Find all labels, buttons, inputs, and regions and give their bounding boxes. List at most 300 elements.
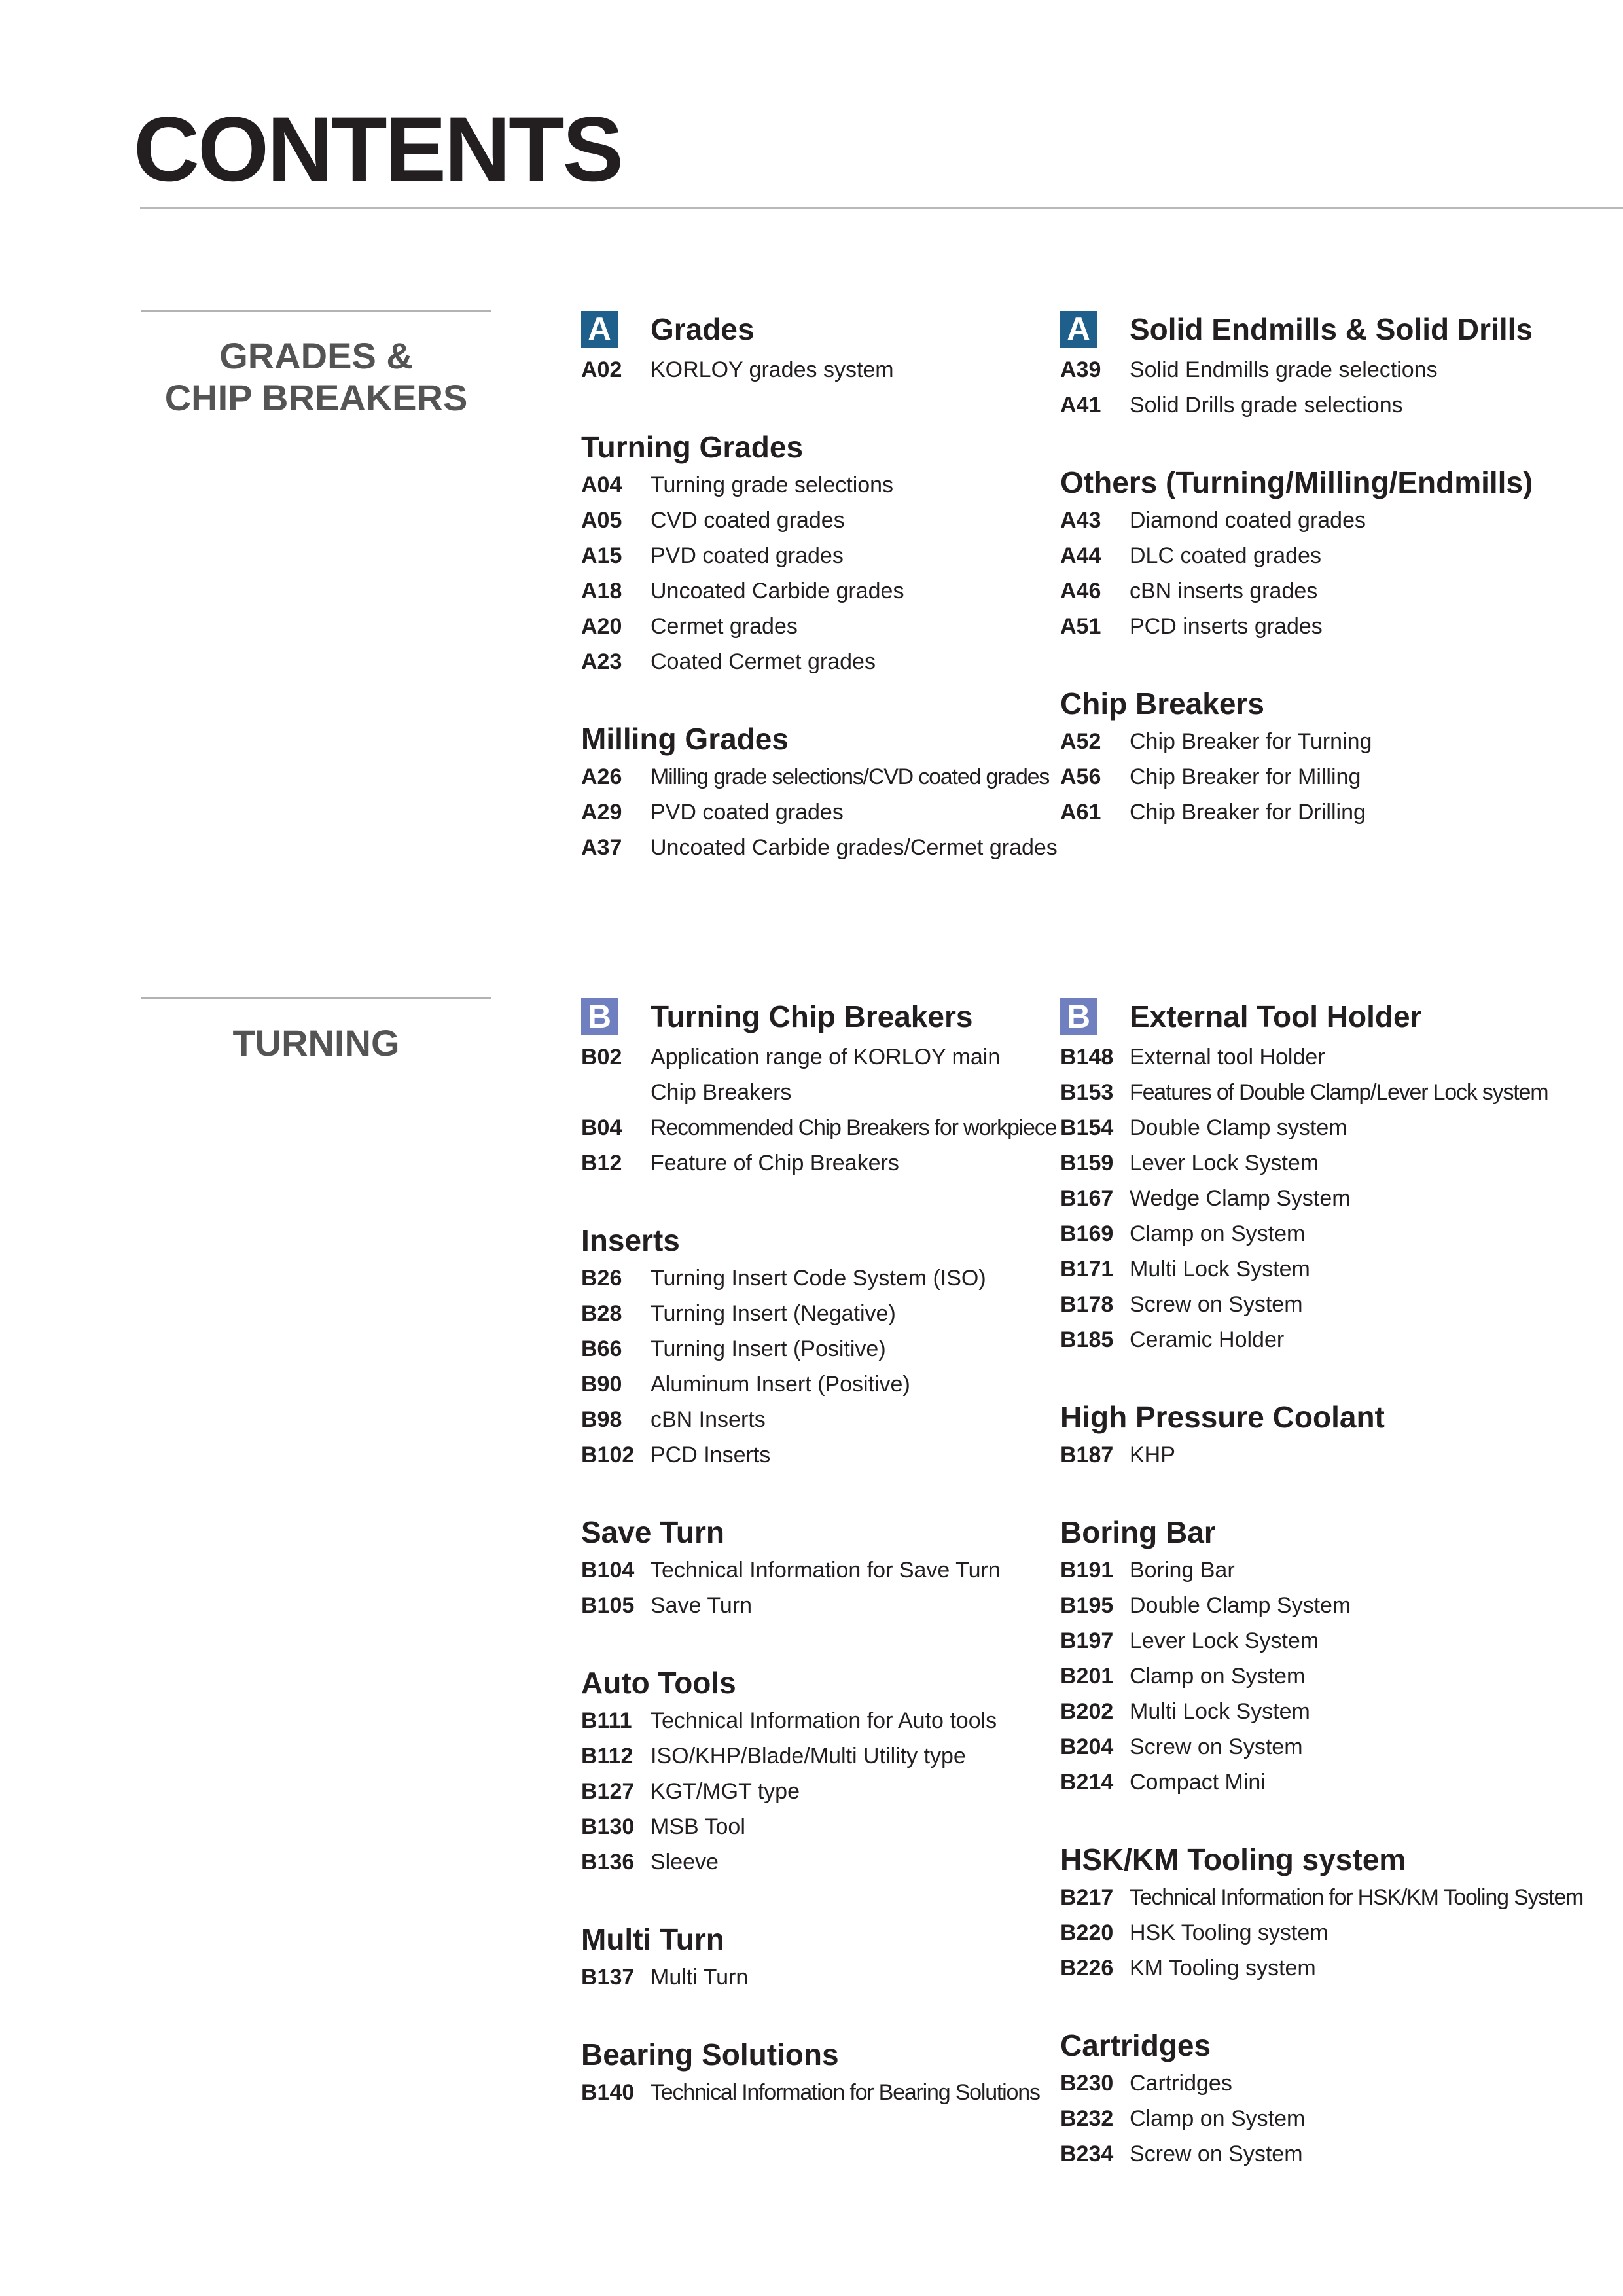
- toc-entry[interactable]: [581, 1809, 1039, 1844]
- toc-group-heading: [1060, 1398, 1584, 1436]
- section-label-line: CHIP BREAKERS: [164, 377, 468, 418]
- page-code: A56: [1060, 764, 1101, 789]
- toc-group: [1060, 463, 1584, 644]
- chapter-badge: B: [581, 998, 618, 1035]
- toc-entry[interactable]: [581, 573, 1039, 609]
- entry-description: [651, 1261, 986, 1296]
- toc-group-heading: [581, 720, 1039, 758]
- toc-group-heading: [581, 997, 1039, 1035]
- entry-text: Multi Lock System: [1130, 1257, 1310, 1282]
- toc-entry[interactable]: [581, 1437, 1039, 1473]
- toc-entry[interactable]: [581, 1039, 1039, 1110]
- toc-group-title: Boring Bar: [1060, 1515, 1216, 1549]
- toc-group: [581, 428, 1039, 679]
- section-label-turning: [141, 997, 491, 1064]
- page-code: B102: [581, 1443, 635, 1467]
- toc-group-heading: [581, 1513, 1039, 1551]
- page-code: A20: [581, 614, 622, 639]
- page-code: A29: [581, 800, 622, 825]
- section-divider: [141, 310, 491, 312]
- entry-text: Feature of Chip Breakers: [651, 1151, 899, 1175]
- entry-text: MSB Tool: [651, 1814, 745, 1839]
- toc-entry[interactable]: [581, 1844, 1039, 1880]
- entry-description: [1130, 352, 1438, 387]
- toc-group: [1060, 1513, 1584, 1800]
- entry-description: [651, 1738, 966, 1774]
- entry-description: [1130, 1915, 1329, 1950]
- entry-text: Technical Information for Bearing Solutions: [651, 2080, 1040, 2105]
- page-code: B12: [581, 1151, 622, 1175]
- entry-description: [651, 538, 844, 573]
- section-label-line: TURNING: [232, 1022, 400, 1064]
- toc-entry[interactable]: [581, 1331, 1039, 1367]
- entry-description: [1130, 538, 1321, 573]
- entry-text: Turning grade selections: [651, 473, 894, 497]
- page-code: B90: [581, 1372, 622, 1397]
- entry-text: PCD Inserts: [651, 1443, 771, 1467]
- entry-text: Screw on System: [1130, 1734, 1303, 1759]
- toc-group: [581, 997, 1057, 1181]
- entry-text: Double Clamp system: [1130, 1115, 1347, 1140]
- toc-entry[interactable]: [581, 644, 1039, 679]
- entry-description: [651, 1703, 997, 1738]
- toc-column: [581, 310, 1058, 906]
- entry-text: Technical Information for Auto tools: [651, 1708, 997, 1733]
- toc-entry[interactable]: [581, 1402, 1039, 1437]
- toc-group-heading: [1060, 310, 1584, 348]
- chapter-badge: B: [1060, 998, 1097, 1035]
- page-code: A15: [581, 543, 622, 568]
- page-code: B98: [581, 1407, 622, 1432]
- toc-group-title: Inserts: [581, 1223, 680, 1257]
- entry-description: [651, 1402, 766, 1437]
- page-code: B112: [581, 1744, 633, 1768]
- page-code: B171: [1060, 1257, 1114, 1282]
- toc-entry[interactable]: [581, 1261, 1039, 1296]
- entry-text: Uncoated Carbide grades: [651, 579, 904, 603]
- page-code: B201: [1060, 1664, 1114, 1689]
- toc-entry[interactable]: [1060, 1110, 1584, 1145]
- entry-text: Ceramic Holder: [1130, 1327, 1285, 1352]
- page-code: B178: [1060, 1292, 1114, 1317]
- entry-text: Chip Breaker for Drilling: [1130, 800, 1366, 825]
- entry-text: KHP: [1130, 1443, 1175, 1467]
- page-code: B04: [581, 1115, 622, 1140]
- entry-text: Turning Insert Code System (ISO): [651, 1266, 986, 1291]
- entry-text: Multi Turn: [651, 1965, 749, 1990]
- page-code: B140: [581, 2080, 635, 2105]
- toc-group-heading: [1060, 997, 1584, 1035]
- entry-text: Sleeve: [651, 1850, 719, 1874]
- toc-column: [581, 997, 1057, 2151]
- entry-description: [651, 609, 798, 644]
- toc-group: [1060, 310, 1584, 423]
- page-code: B232: [1060, 2106, 1114, 2131]
- toc-entry[interactable]: [1060, 1729, 1584, 1765]
- chapter-badge: A: [581, 311, 618, 348]
- section-label-line: GRADES &: [219, 335, 413, 376]
- toc-group-title: Grades: [651, 312, 755, 346]
- toc-entry[interactable]: [1060, 1552, 1584, 1588]
- entry-text: Screw on System: [1130, 2142, 1303, 2166]
- page-code: A41: [1060, 393, 1101, 418]
- toc-entry[interactable]: [1060, 573, 1584, 609]
- toc-entry[interactable]: [581, 1296, 1039, 1331]
- toc-group: [581, 310, 1039, 387]
- page-code: A18: [581, 579, 622, 603]
- toc-entry[interactable]: [1060, 387, 1584, 423]
- page-code: B127: [581, 1779, 635, 1804]
- toc-entry[interactable]: [581, 1110, 1057, 1145]
- toc-entry[interactable]: [581, 1738, 1039, 1774]
- toc-entry[interactable]: [581, 1588, 1039, 1623]
- page-code: B104: [581, 1558, 635, 1583]
- section-label-grades-chip-breakers: [141, 310, 491, 419]
- toc-entry[interactable]: [1060, 2066, 1584, 2101]
- entry-description: [1130, 1437, 1175, 1473]
- entry-description: [651, 1145, 899, 1181]
- page-code: B220: [1060, 1920, 1114, 1945]
- entry-description: [651, 352, 894, 387]
- title-divider: [140, 207, 1623, 209]
- entry-description: [651, 1110, 1056, 1145]
- entry-text: Solid Endmills grade selections: [1130, 357, 1438, 382]
- page-code: A37: [581, 835, 622, 860]
- toc-entry[interactable]: [581, 1145, 1039, 1181]
- page-code: A43: [1060, 508, 1101, 533]
- toc-group-title: Milling Grades: [581, 722, 789, 756]
- entry-text: Turning Insert (Positive): [651, 1336, 886, 1361]
- page-code: B202: [1060, 1699, 1114, 1724]
- entry-description: [651, 1809, 745, 1844]
- toc-group: [1060, 2026, 1584, 2172]
- toc-entry[interactable]: [1060, 1039, 1584, 1075]
- entry-text: Diamond coated grades: [1130, 508, 1366, 533]
- toc-group-title: Bearing Solutions: [581, 2037, 839, 2072]
- page-code: B105: [581, 1593, 635, 1618]
- toc-entry[interactable]: [1060, 1659, 1584, 1694]
- toc-entry[interactable]: [1060, 1287, 1584, 1322]
- page-code: A44: [1060, 543, 1101, 568]
- entry-text: cBN inserts grades: [1130, 579, 1318, 603]
- entry-description: [651, 1588, 752, 1623]
- page-code: B28: [581, 1301, 622, 1326]
- entry-text: CVD coated grades: [651, 508, 845, 533]
- entry-description: [651, 503, 845, 538]
- entry-text: Uncoated Carbide grades/Cermet grades: [651, 835, 1058, 860]
- page-code: A51: [1060, 614, 1101, 639]
- toc-entry[interactable]: [1060, 724, 1584, 759]
- toc-entry[interactable]: [1060, 795, 1584, 830]
- toc-entry[interactable]: [1060, 1623, 1584, 1659]
- entry-text: HSK Tooling system: [1130, 1920, 1329, 1945]
- toc-entry[interactable]: [581, 538, 1039, 573]
- entry-description: [1130, 1552, 1235, 1588]
- toc-group: [1060, 685, 1584, 830]
- toc-group-title: Chip Breakers: [1060, 687, 1264, 721]
- page-code: B154: [1060, 1115, 1114, 1140]
- entry-description: [1130, 1216, 1305, 1251]
- page-code: B153: [1060, 1080, 1114, 1105]
- entry-description: [1130, 1623, 1319, 1659]
- entry-description: [1130, 795, 1366, 830]
- entry-description: [1130, 573, 1317, 609]
- page-code: B195: [1060, 1593, 1114, 1618]
- entry-description: [1130, 609, 1323, 644]
- entry-text: Chip Breaker for Turning: [1130, 729, 1372, 754]
- toc-entry[interactable]: [1060, 1075, 1584, 1110]
- page-code: A05: [581, 508, 622, 533]
- entry-description: [1130, 503, 1366, 538]
- entry-description: [651, 1437, 770, 1473]
- entry-text: Save Turn: [651, 1593, 752, 1618]
- entry-description: [651, 573, 904, 609]
- page-code: B204: [1060, 1734, 1114, 1759]
- page-code: B234: [1060, 2142, 1114, 2166]
- entry-text: Turning Insert (Negative): [651, 1301, 896, 1326]
- toc-group-heading: [1060, 1840, 1584, 1878]
- toc-entry[interactable]: [1060, 759, 1584, 795]
- entry-text: KORLOY grades system: [651, 357, 894, 382]
- page-code: B197: [1060, 1628, 1114, 1653]
- page-code: A23: [581, 649, 622, 674]
- page-code: B137: [581, 1965, 635, 1990]
- toc-group: [581, 1513, 1039, 1623]
- toc-entry[interactable]: [1060, 1765, 1584, 1800]
- toc-entry[interactable]: [1060, 1880, 1584, 1915]
- page-code: B230: [1060, 2071, 1114, 2096]
- page-code: B167: [1060, 1186, 1114, 1211]
- entry-text: Lever Lock System: [1130, 1628, 1319, 1653]
- toc-group: [581, 1920, 1039, 1995]
- entry-description: [1130, 1765, 1266, 1800]
- page-code: B217: [1060, 1885, 1114, 1910]
- page-code: A52: [1060, 729, 1101, 754]
- toc-group-title: Turning Grades: [581, 430, 804, 464]
- entry-text: Double Clamp System: [1130, 1593, 1351, 1618]
- toc-entry[interactable]: [581, 830, 1058, 865]
- entry-text: Boring Bar: [1130, 1558, 1235, 1583]
- toc-entry[interactable]: [1060, 2101, 1584, 2136]
- entry-text: Multi Lock System: [1130, 1699, 1310, 1724]
- entry-text: Coated Cermet grades: [651, 649, 876, 674]
- entry-description: [1130, 1110, 1347, 1145]
- page-code: B226: [1060, 1956, 1114, 1981]
- entry-description: [1130, 724, 1372, 759]
- toc-group-heading: [1060, 2026, 1584, 2064]
- entry-text: cBN Inserts: [651, 1407, 766, 1432]
- toc-entry[interactable]: [1060, 1251, 1584, 1287]
- entry-description: [1130, 2136, 1303, 2172]
- entry-description: [1130, 1588, 1351, 1623]
- toc-entry[interactable]: [1060, 1588, 1584, 1623]
- entry-text: Features of Double Clamp/Lever Lock system: [1130, 1080, 1548, 1105]
- entry-description: [651, 1039, 1000, 1110]
- toc-entry[interactable]: [1060, 1437, 1584, 1473]
- toc-group-heading: [1060, 685, 1584, 723]
- page-code: B111: [581, 1708, 632, 1733]
- toc-group: [581, 1664, 1039, 1880]
- page-code: B187: [1060, 1443, 1114, 1467]
- toc-entry[interactable]: [581, 352, 1039, 387]
- toc-group-title: Solid Endmills & Solid Drills: [1130, 312, 1533, 346]
- page-code: B02: [581, 1045, 622, 1069]
- toc-group: [1060, 1840, 1584, 1986]
- entry-description: [651, 1960, 748, 1995]
- page-code: B185: [1060, 1327, 1114, 1352]
- entry-text: KM Tooling system: [1130, 1956, 1316, 1981]
- entry-text-continued: Chip Breakers: [651, 1080, 792, 1105]
- toc-column: [1060, 997, 1584, 2212]
- entry-description: [1130, 1659, 1305, 1694]
- entry-description: [651, 644, 876, 679]
- toc-entry[interactable]: [1060, 352, 1584, 387]
- toc-entry[interactable]: [1060, 1145, 1584, 1181]
- page-code: A26: [581, 764, 622, 789]
- toc-entry[interactable]: [581, 467, 1039, 503]
- toc-entry[interactable]: [581, 609, 1039, 644]
- entry-description: [1130, 387, 1403, 423]
- toc-entry[interactable]: [1060, 1216, 1584, 1251]
- toc-entry[interactable]: [1060, 538, 1584, 573]
- entry-text: Application range of KORLOY main: [651, 1045, 1001, 1069]
- entry-text: PCD inserts grades: [1130, 614, 1323, 639]
- page-code: B169: [1060, 1221, 1114, 1246]
- toc-entry[interactable]: [581, 2075, 1039, 2110]
- entry-description: [1130, 1181, 1351, 1216]
- toc-entry[interactable]: [581, 503, 1039, 538]
- toc-entry[interactable]: [1060, 2136, 1584, 2172]
- page-title: CONTENTS: [134, 98, 622, 200]
- toc-group-title: Save Turn: [581, 1515, 724, 1549]
- entry-description: [1130, 1880, 1583, 1915]
- toc-entry[interactable]: [1060, 503, 1584, 538]
- entry-text: Clamp on System: [1130, 2106, 1306, 2131]
- entry-description: [1130, 1694, 1310, 1729]
- chapter-badge: A: [1060, 311, 1097, 348]
- page-code: B191: [1060, 1558, 1114, 1583]
- entry-text: External tool Holder: [1130, 1045, 1325, 1069]
- page-code: B159: [1060, 1151, 1114, 1175]
- page-code: A61: [1060, 800, 1101, 825]
- page-code: B130: [581, 1814, 635, 1839]
- toc-group-title: Cartridges: [1060, 2028, 1211, 2062]
- entry-text: ISO/KHP/Blade/Multi Utility type: [651, 1744, 966, 1768]
- entry-description: [1130, 1287, 1303, 1322]
- entry-description: [1130, 1039, 1325, 1075]
- section-divider: [141, 997, 491, 999]
- toc-group: [581, 720, 1058, 865]
- toc-group-title: Turning Chip Breakers: [651, 999, 973, 1033]
- entry-text: Compact Mini: [1130, 1770, 1266, 1795]
- toc-entry[interactable]: [581, 1367, 1039, 1402]
- entry-description: [651, 1296, 896, 1331]
- page-code: B136: [581, 1850, 635, 1874]
- entry-description: [1130, 1251, 1310, 1287]
- toc-group-title: Auto Tools: [581, 1666, 736, 1700]
- entry-text: Recommended Chip Breakers for workpiece: [651, 1115, 1057, 1140]
- toc-entry[interactable]: [581, 1960, 1039, 1995]
- entry-text: Clamp on System: [1130, 1221, 1306, 1246]
- entry-description: [1130, 759, 1361, 795]
- entry-text: Technical Information for Save Turn: [651, 1558, 1001, 1583]
- toc-group-heading: [1060, 1513, 1584, 1551]
- toc-entry[interactable]: [1060, 1181, 1584, 1216]
- toc-entry[interactable]: [581, 759, 1050, 795]
- toc-entry[interactable]: [581, 1552, 1039, 1588]
- entry-description: [1130, 1950, 1316, 1986]
- toc-group: [581, 2036, 1039, 2110]
- toc-group-title: HSK/KM Tooling system: [1060, 1842, 1406, 1876]
- toc-group-heading: [581, 1920, 1039, 1958]
- page-code: B26: [581, 1266, 622, 1291]
- toc-entry[interactable]: [1060, 609, 1584, 644]
- toc-group-heading: [581, 2036, 1039, 2073]
- entry-text: Wedge Clamp System: [1130, 1186, 1351, 1211]
- toc-group-heading: [581, 1664, 1039, 1702]
- entry-description: [651, 759, 1049, 795]
- entry-text: Aluminum Insert (Positive): [651, 1372, 910, 1397]
- entry-text: PVD coated grades: [651, 800, 844, 825]
- page-code: B66: [581, 1336, 622, 1361]
- entry-description: [1130, 2066, 1232, 2101]
- toc-group-heading: [581, 1221, 1039, 1259]
- toc-entry[interactable]: [1060, 1322, 1584, 1357]
- toc-group-heading: [581, 428, 1039, 466]
- toc-entry[interactable]: [1060, 1915, 1584, 1950]
- entry-description: [651, 830, 1058, 865]
- toc-entry[interactable]: [1060, 1950, 1584, 1986]
- entry-description: [1130, 1729, 1303, 1765]
- entry-description: [651, 2075, 1040, 2110]
- entry-text: Solid Drills grade selections: [1130, 393, 1403, 418]
- toc-entry[interactable]: [1060, 1694, 1584, 1729]
- entry-text: Lever Lock System: [1130, 1151, 1319, 1175]
- entry-text: Clamp on System: [1130, 1664, 1306, 1689]
- entry-description: [1130, 1145, 1319, 1181]
- toc-entry[interactable]: [581, 1774, 1039, 1809]
- entry-text: PVD coated grades: [651, 543, 844, 568]
- page-code: B214: [1060, 1770, 1114, 1795]
- toc-group-title: External Tool Holder: [1130, 999, 1422, 1033]
- entry-text: Milling grade selections/CVD coated grades: [651, 764, 1050, 789]
- page-code: B148: [1060, 1045, 1114, 1069]
- entry-description: [651, 1331, 886, 1367]
- entry-description: [651, 1367, 910, 1402]
- toc-group-title: Multi Turn: [581, 1922, 724, 1956]
- page-code: A46: [1060, 579, 1101, 603]
- entry-text: KGT/MGT type: [651, 1779, 800, 1804]
- toc-group-title: Others (Turning/Milling/Endmills): [1060, 465, 1533, 499]
- entry-description: [651, 1552, 1001, 1588]
- entry-text: Chip Breaker for Milling: [1130, 764, 1361, 789]
- entry-description: [651, 467, 893, 503]
- toc-entry[interactable]: [581, 1703, 1039, 1738]
- toc-group-title: High Pressure Coolant: [1060, 1400, 1385, 1434]
- entry-text: Cermet grades: [651, 614, 798, 639]
- toc-group: [1060, 1398, 1584, 1473]
- entry-description: [651, 1774, 800, 1809]
- page-code: A04: [581, 473, 622, 497]
- page-code: A02: [581, 357, 622, 382]
- entry-text: Screw on System: [1130, 1292, 1303, 1317]
- toc-group: [1060, 997, 1584, 1357]
- toc-entry[interactable]: [581, 795, 1039, 830]
- entry-text: Technical Information for HSK/KM Tooling System: [1130, 1885, 1584, 1910]
- entry-description: [1130, 1075, 1548, 1110]
- entry-description: [651, 1844, 719, 1880]
- toc-group-heading: [1060, 463, 1584, 501]
